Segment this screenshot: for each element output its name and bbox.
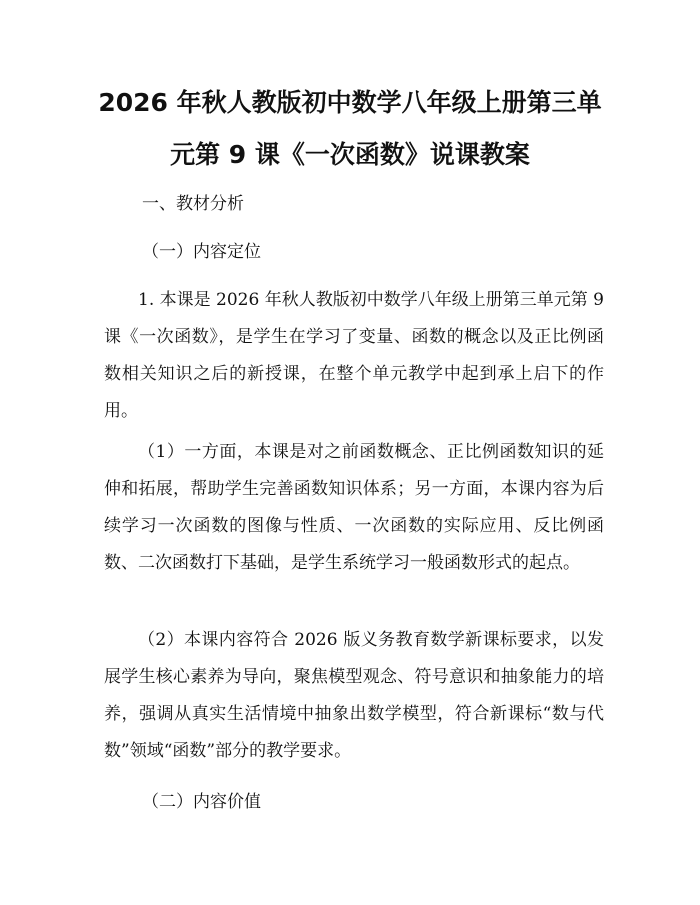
subsection-heading-content-value: （二）内容价值: [142, 792, 261, 812]
document-title-line-2: 元第 9 课《一次函数》说课教案: [170, 140, 530, 169]
section-heading-textbook-analysis: 一、教材分析: [142, 194, 244, 214]
subsection-heading-content-positioning: （一）内容定位: [142, 242, 261, 262]
paragraph-1: 1. 本课是 2026 年秋人教版初中数学八年级上册第三单元第 9 课《一次函数》，是学生在学习了变量、函数的概念以及正比例函数相关知识之后的新授课，在整个单元教学中起到承上启下的作用。: [104, 290, 604, 421]
paragraph-3: （2）本课内容符合 2026 版义务教育数学新课标要求，以发展学生核心素养为导向，聚焦模型观念、符号意识和抽象能力的培养，强调从真实生活情境中抽象出数学模型，符合新课标“数与代数”领域“函数”部分的教学要求。: [104, 630, 604, 761]
document-title-line-1: 2026 年秋人教版初中数学八年级上册第三单: [98, 88, 602, 117]
paragraph-2: （1）一方面，本课是对之前函数概念、正比例函数知识的延伸和拓展，帮助学生完善函数知识体系；另一方面，本课内容为后续学习一次函数的图像与性质、一次函数的实际应用、反比例函数、二次函数打下基础，是学生系统学习一般函数形式的起点。: [104, 442, 604, 573]
